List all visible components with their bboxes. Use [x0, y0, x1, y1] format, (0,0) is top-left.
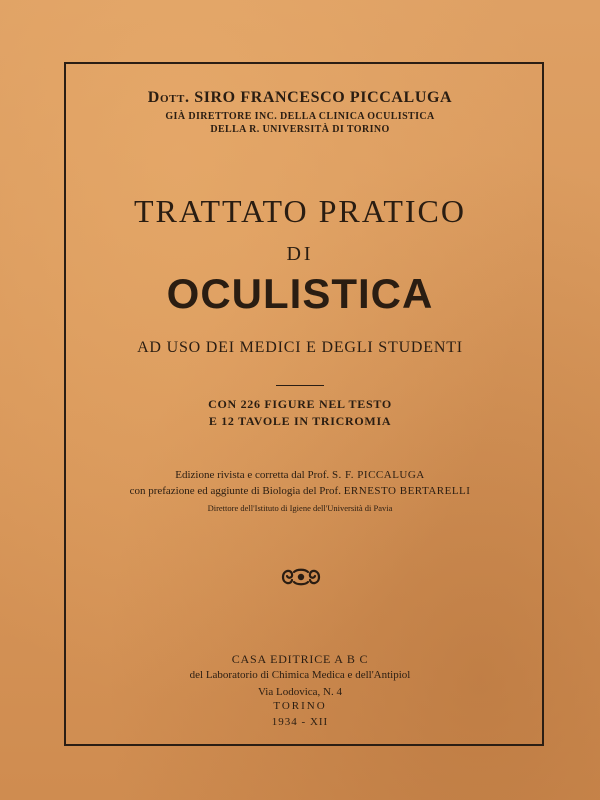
edition-line-3: Direttore dell'Istituto di Igiene dell'Università di Pavia	[207, 503, 393, 513]
edition-line-2-name: ERNESTO BERTARELLI	[343, 485, 471, 497]
edition-line-1	[0, 469, 600, 481]
figures-line-2: E 12 TAVOLE IN TRICROMIA	[208, 414, 392, 428]
edition-line-1-text: Edizione rivista e corretta dal Prof.	[175, 469, 330, 481]
edition-line-2	[0, 485, 600, 497]
publisher-name: CASA EDITRICE A B C	[231, 652, 369, 666]
publication-year: 1934 - XII	[271, 716, 329, 728]
author-affiliation-2: DELLA R. UNIVERSITÀ DI TORINO	[210, 124, 390, 135]
scroll-ornament-icon	[280, 566, 322, 588]
author-name: SIRO FRANCESCO PICCALUGA	[194, 89, 453, 106]
publisher-city: TORINO	[273, 700, 327, 712]
author-prefix: Dott.	[147, 89, 190, 106]
figures-line-1: CON 226 FIGURE NEL TESTO	[208, 397, 392, 411]
publisher-address: Via Lodovica, N. 4	[258, 686, 342, 698]
author-affiliation-1: GIÀ DIRETTORE INC. DELLA CLINICA OCULISTICA	[165, 111, 435, 122]
publisher-laboratory: del Laboratorio di Chimica Medica e dell'Antipiol	[189, 669, 411, 681]
book-title: OCULISTICA	[166, 270, 434, 317]
divider-rule	[276, 385, 324, 386]
title-line-2: DI	[286, 243, 314, 265]
book-subtitle: AD USO DEI MEDICI E DEGLI STUDENTI	[137, 339, 463, 356]
edition-line-2-text: con prefazione ed aggiunte di Biologia del Prof.	[129, 485, 341, 497]
author-line	[0, 89, 600, 107]
edition-line-1-name: S. F. PICCALUGA	[331, 469, 425, 481]
title-line-1: TRATTATO PRATICO	[134, 193, 466, 229]
